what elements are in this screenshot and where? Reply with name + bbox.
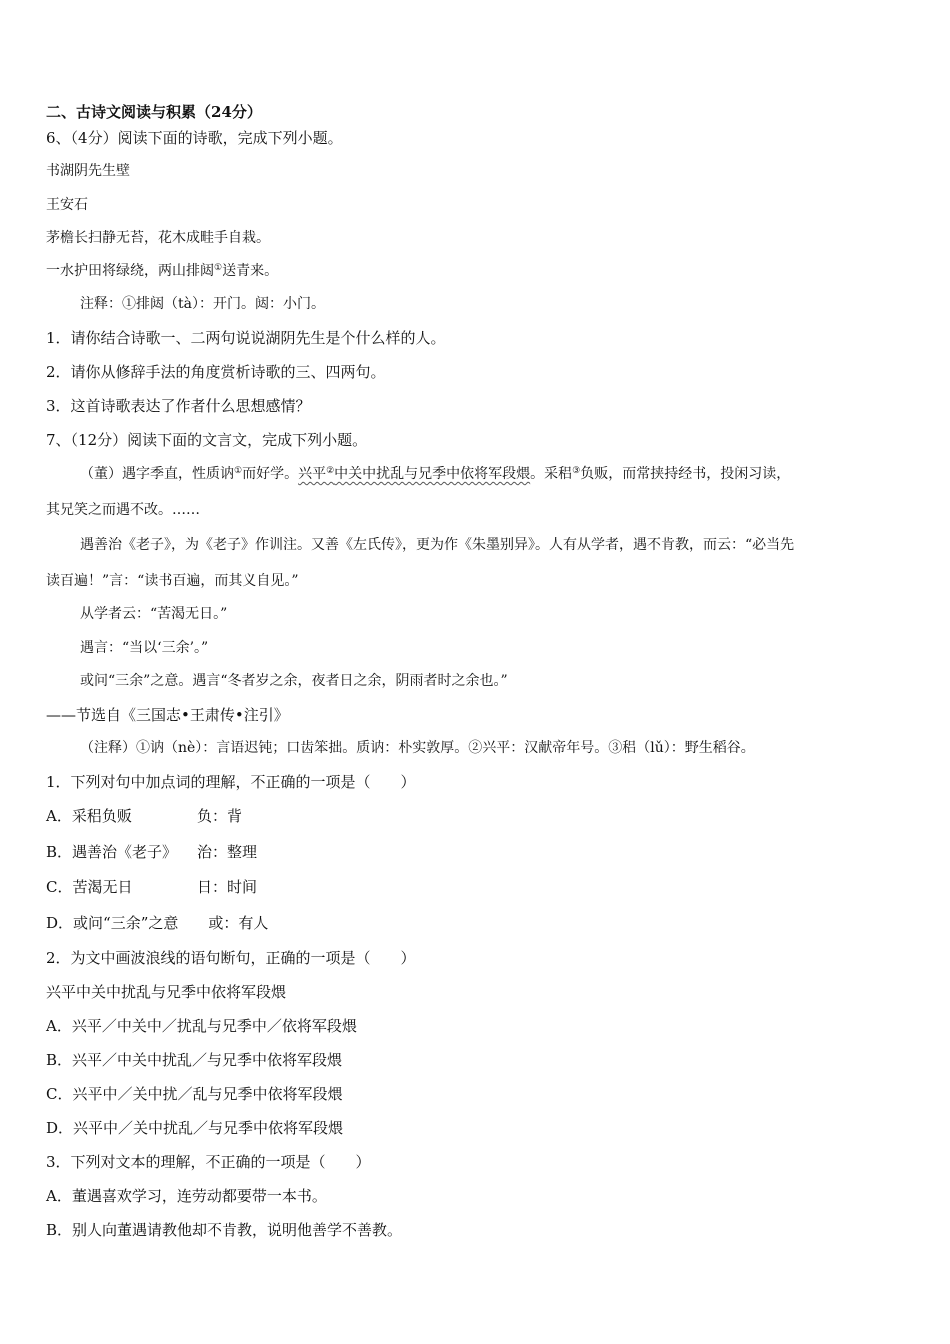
q6-sub-2: 2．请你从修辞手法的角度赏析诗歌的三、四两句。	[46, 363, 386, 381]
poem-line-1: 茅檐长扫静无苔，花木成畦手自栽。	[46, 230, 270, 246]
option-value: 日：时间	[197, 878, 258, 896]
q7-sub-3-option-a: A．董遇喜欢学习，连劳动都要带一本书。	[46, 1187, 327, 1205]
passage-paragraph-4: 遇言：“当以‘三余’。”	[80, 640, 209, 656]
wavy-part-b: 中关中扰乱与兄季中依将军段煨	[334, 466, 531, 482]
option-value: 负：背	[197, 807, 243, 825]
q7-sub-1-option-c	[46, 877, 257, 897]
poem-title: 书湖阴先生壁	[46, 163, 130, 179]
passage-p1-d: 负贩，而常挟持经书，投闲习读，	[580, 466, 791, 482]
passage-p1-b: 而好学。	[242, 466, 299, 482]
footnote-marker: ①	[214, 263, 223, 273]
option-key: D．或问“三余”之意	[46, 914, 179, 932]
option-value: 治：整理	[197, 843, 258, 861]
poem-note: 注释：①排闼（tà）：开门。闼：小门。	[80, 296, 325, 312]
passage-paragraph-1-cont: 其兄笑之而遇不改。……	[46, 502, 200, 518]
option-key: B．遇善治《老子》	[46, 843, 178, 861]
q7-sub-1-stem: 1．下列对句中加点词的理解，不正确的一项是（ ）	[46, 773, 416, 791]
wavy-part-a: 兴平	[298, 466, 327, 482]
q7-sub-2-option-b: B．兴平／中关中扰乱／与兄季中依将军段煨	[46, 1051, 343, 1069]
passage-p1-c: 。采稆	[530, 466, 573, 482]
footnote-marker: ①	[234, 466, 243, 476]
footnote-marker: ②	[326, 466, 335, 476]
passage-paragraph-5: 或问“三余”之意。遇言“冬者岁之余，夜者日之余，阴雨者时之余也。”	[80, 673, 508, 689]
section-title: 二、古诗文阅读与积累（24分）	[46, 103, 262, 121]
q6-sub-1: 1．请你结合诗歌一、二两句说说湖阴先生是个什么样的人。	[46, 329, 446, 347]
poem-author: 王安石	[46, 197, 88, 213]
option-key: A．采稆负贩	[46, 807, 132, 825]
passage-paragraph-3: 从学者云：“苦渴无日。”	[80, 606, 228, 622]
passage-note: （注释）①讷（nè）：言语迟钝；口齿笨拙。质讷：朴实敦厚。②兴平：汉献帝年号。③稆（lǔ）：野生稻谷。	[80, 740, 755, 756]
q7-sub-2-option-c: C．兴平中／关中扰／乱与兄季中依将军段煨	[46, 1085, 343, 1103]
option-key: C．苦渴无日	[46, 878, 133, 896]
passage-paragraph-2: 遇善治《老子》，为《老子》作训注。又善《左氏传》，更为作《朱墨别异》。人有从学者，遇不肯教，而云：“必当先	[80, 537, 795, 553]
option-value: 或：有人	[208, 914, 269, 932]
passage-source: ——节选自《三国志•王肃传•注引》	[46, 706, 289, 724]
q7-sub-2-option-a: A．兴平／中关中／扰乱与兄季中／依将军段煨	[46, 1017, 357, 1035]
q7-sub-3-stem: 3．下列对文本的理解，不正确的一项是（ ）	[46, 1153, 371, 1171]
q7-sub-2-sentence: 兴平中关中扰乱与兄季中依将军段煨	[46, 983, 287, 1001]
q7-sub-1-option-d	[46, 913, 268, 933]
q6-sub-3: 3．这首诗歌表达了作者什么思想感情？	[46, 397, 311, 415]
q7-sub-3-option-b: B．别人向董遇请教他却不肯教，说明他善学不善教。	[46, 1221, 403, 1239]
footnote-marker: ③	[572, 466, 581, 476]
passage-p1-a: （董）遇字季直，性质讷	[80, 466, 234, 482]
passage-paragraph-2-cont: 读百遍！”言：“读书百遍，而其义自见。”	[46, 573, 299, 589]
q6-stem: 6、（4分）阅读下面的诗歌，完成下列小题。	[46, 129, 343, 147]
poem-line-2-b: 送青来。	[222, 263, 279, 279]
q7-sub-2-stem: 2．为文中画波浪线的语句断句，正确的一项是（ ）	[46, 949, 416, 967]
q7-sub-2-option-d: D．兴平中／关中扰乱／与兄季中依将军段煨	[46, 1119, 344, 1137]
q7-stem: 7、（12分）阅读下面的文言文，完成下列小题。	[46, 431, 368, 449]
poem-line-2	[46, 261, 278, 281]
wavy-underlined-sentence	[298, 466, 530, 482]
q7-sub-1-option-b	[46, 842, 257, 862]
q7-sub-1-option-a	[46, 806, 242, 826]
poem-line-2-a: 一水护田将绿绕，两山排闼	[46, 263, 214, 279]
passage-paragraph-1	[80, 464, 790, 484]
